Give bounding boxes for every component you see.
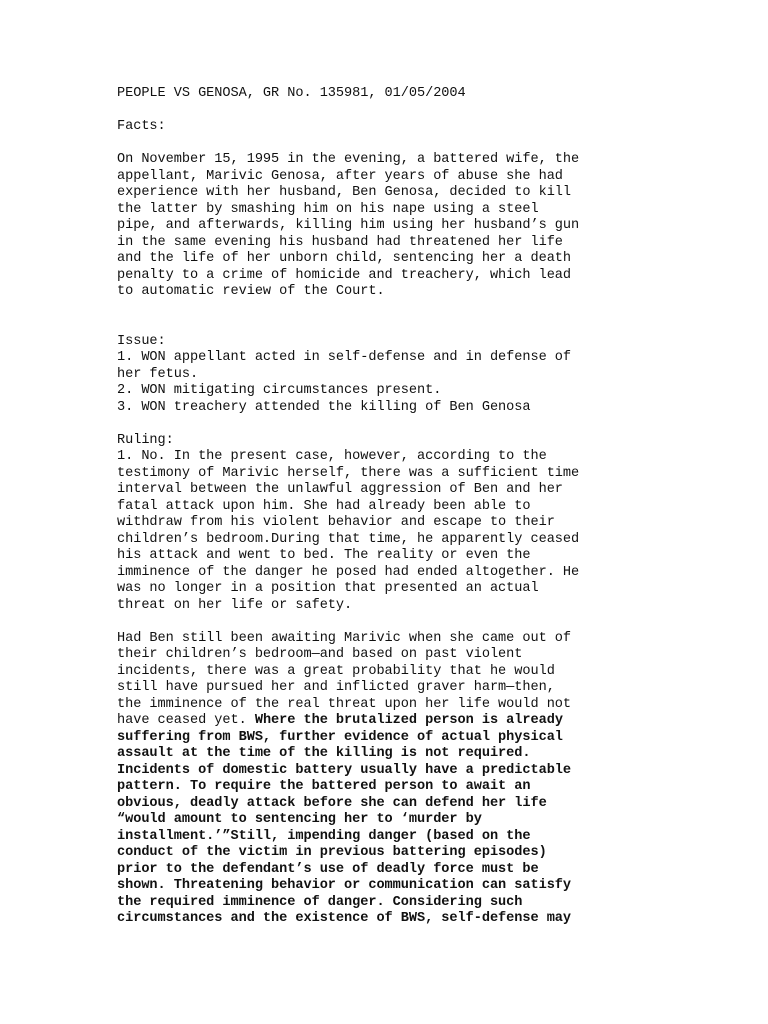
facts-line: the latter by smashing him on his nape using a steel bbox=[117, 201, 539, 217]
facts-heading: Facts: bbox=[117, 119, 166, 134]
ruling-line: children’s bedroom.During that time, he apparently ceased bbox=[117, 531, 580, 547]
ruling-line: withdraw from his violent behavior and escape to their bbox=[117, 515, 555, 530]
paragraph-line: the imminence of the real threat upon her life would not bbox=[117, 696, 572, 712]
blank-line bbox=[117, 136, 757, 153]
ruling-line: was no longer in a position that presented an actual bbox=[117, 581, 539, 596]
blank-line bbox=[117, 103, 757, 120]
facts-line: to automatic review of the Court. bbox=[117, 284, 385, 299]
facts-line: experience with her husband, Ben Genosa, decided to kill bbox=[117, 185, 572, 200]
bold-line: prior to the defendant’s use of deadly force must be bbox=[117, 861, 539, 877]
bold-line: installment.’”Still, impending danger (based on the bbox=[117, 828, 531, 844]
facts-line: appellant, Marivic Genosa, after years of abuse she had bbox=[117, 168, 563, 184]
blank-line bbox=[117, 416, 757, 433]
ruling-line: 1. No. In the present case, however, according to the bbox=[117, 449, 547, 464]
bold-line: “would amount to sentencing her to ‘murder by bbox=[117, 812, 482, 827]
facts-line: pipe, and afterwards, killing him using her husband’s gun bbox=[117, 218, 580, 233]
bold-line: Incidents of domestic battery usually have a predictable bbox=[117, 762, 572, 778]
bold-line: shown. Threatening behavior or communication can satisfy bbox=[117, 878, 572, 893]
bold-line: conduct of the victim in previous battering episodes) bbox=[117, 845, 547, 860]
bold-line: circumstances and the existence of BWS, self-defense may bbox=[117, 911, 572, 926]
blank-line bbox=[117, 301, 757, 318]
facts-line: penalty to a crime of homicide and treachery, which lead bbox=[117, 267, 572, 283]
paragraph-mixed-line bbox=[117, 713, 757, 730]
blank-line bbox=[117, 614, 757, 631]
ruling-heading: Ruling: bbox=[117, 432, 174, 448]
bold-line: assault at the time of the killing is not required. bbox=[117, 746, 531, 761]
issue-line: her fetus. bbox=[117, 366, 199, 382]
document-title: PEOPLE VS GENOSA, GR No. 135981, 01/05/2004 bbox=[117, 86, 466, 101]
facts-line: in the same evening his husband had threatened her life bbox=[117, 234, 563, 250]
paragraph-line: their children’s bedroom—and based on past violent bbox=[117, 647, 523, 662]
issue-line: 1. WON appellant acted in self-defense and in defense of bbox=[117, 350, 572, 365]
bold-line: pattern. To require the battered person to await an bbox=[117, 779, 531, 794]
ruling-line: interval between the unlawful aggression of Ben and her bbox=[117, 482, 563, 497]
issue-line: 3. WON treachery attended the killing of Ben Genosa bbox=[117, 399, 531, 415]
bold-line: the required imminence of danger. Considering such bbox=[117, 894, 523, 910]
ruling-line: his attack and went to bed. The reality or even the bbox=[117, 548, 531, 563]
ruling-line: testimony of Marivic herself, there was a sufficient time bbox=[117, 465, 580, 481]
issue-line: 2. WON mitigating circumstances present. bbox=[117, 383, 442, 398]
ruling-line: imminence of the danger he posed had ended altogether. He bbox=[117, 564, 580, 580]
bold-line: suffering from BWS, further evidence of actual physical bbox=[117, 729, 563, 745]
blank-line bbox=[117, 317, 757, 334]
bold-line: obvious, deadly attack before she can defend her life bbox=[117, 795, 547, 811]
paragraph-line: still have pursued her and inflicted graver harm—then, bbox=[117, 680, 555, 695]
document-page bbox=[117, 86, 757, 928]
facts-line: and the life of her unborn child, sentencing her a death bbox=[117, 251, 572, 266]
facts-line: On November 15, 1995 in the evening, a battered wife, the bbox=[117, 152, 580, 167]
ruling-line: threat on her life or safety. bbox=[117, 597, 353, 613]
paragraph-line: Had Ben still been awaiting Marivic when she came out of bbox=[117, 630, 572, 646]
paragraph-bold-text: Where the brutalized person is already bbox=[254, 713, 563, 728]
ruling-line: fatal attack upon him. She had already been able to bbox=[117, 498, 531, 514]
paragraph-normal-text: have ceased yet. bbox=[117, 713, 255, 728]
issue-heading: Issue: bbox=[117, 333, 166, 349]
paragraph-line: incidents, there was a great probability that he would bbox=[117, 663, 555, 679]
